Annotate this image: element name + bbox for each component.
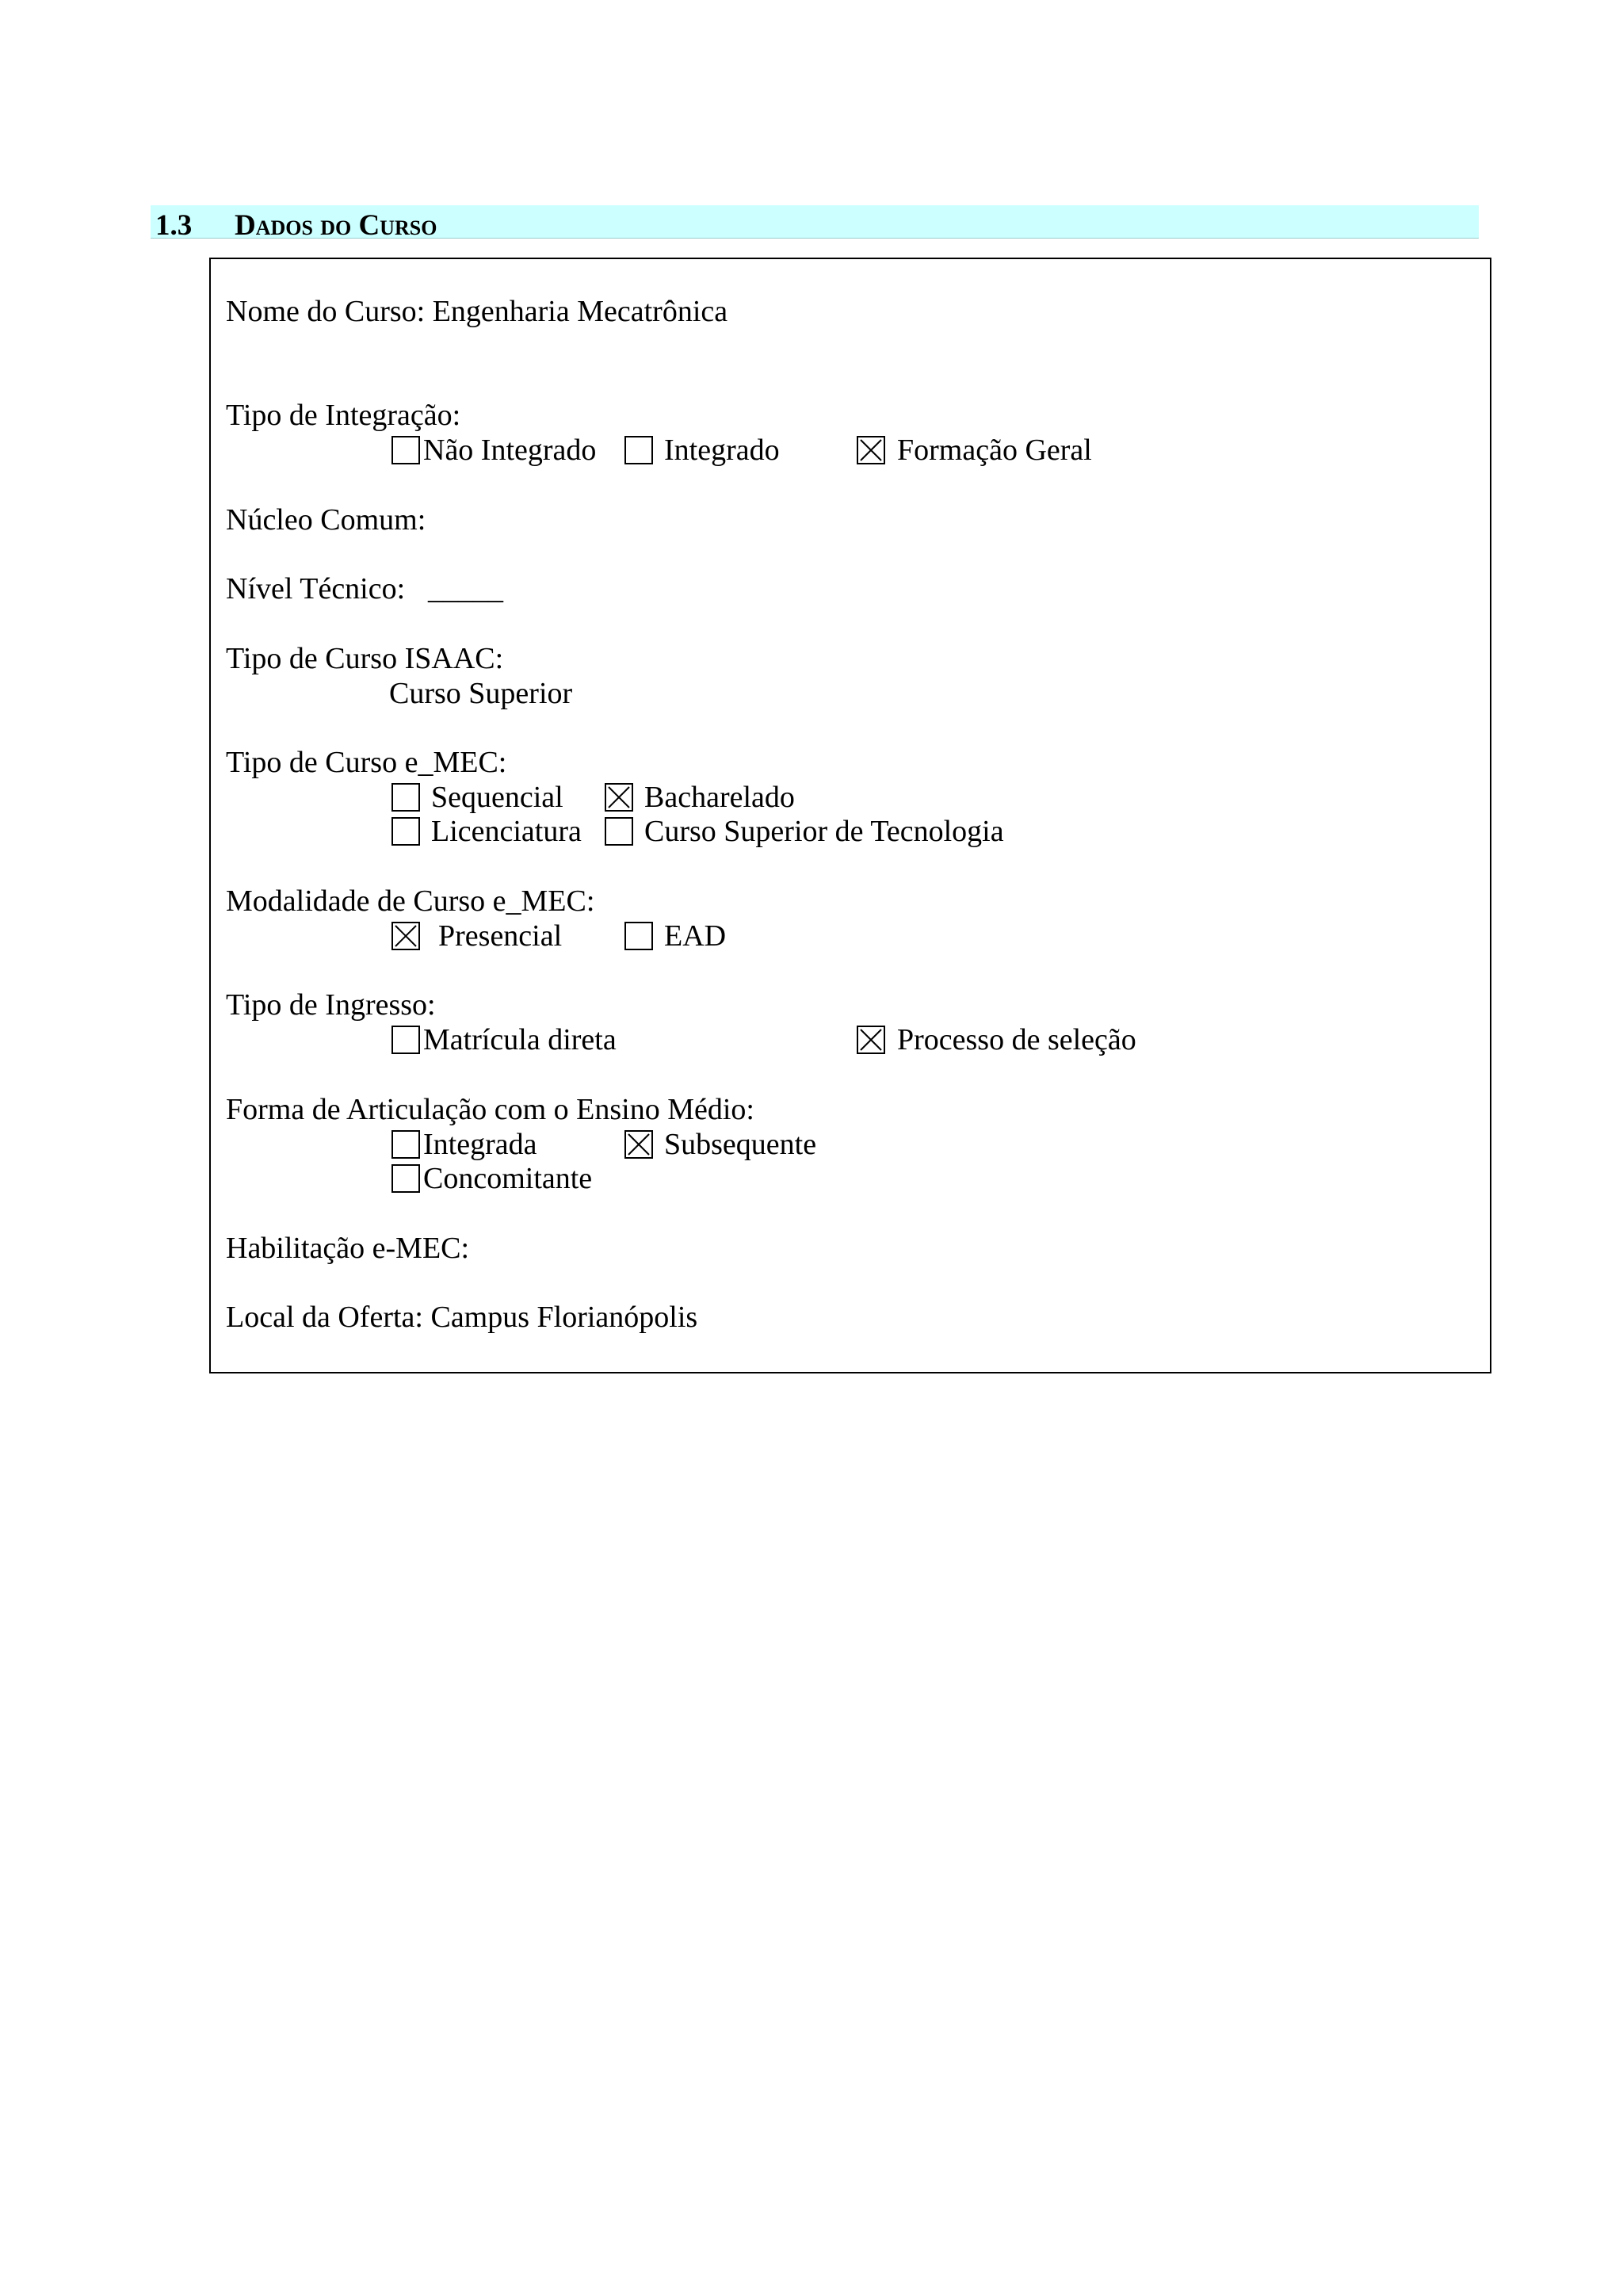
checkbox-nao-integrado[interactable] — [391, 436, 420, 464]
checkbox-presencial[interactable] — [391, 922, 420, 950]
option-matricula-direta: Matrícula direta — [423, 1023, 617, 1056]
articulacao-label: Forma de Articulação com o Ensino Médio: — [226, 1093, 754, 1126]
option-processo-selecao: Processo de seleção — [897, 1023, 1136, 1056]
option-concomitante: Concomitante — [423, 1162, 593, 1195]
check-cross-icon — [626, 1132, 651, 1157]
option-bacharelado: Bacharelado — [644, 781, 795, 814]
checkbox-licenciatura[interactable] — [391, 817, 420, 846]
option-formacao-geral: Formação Geral — [897, 434, 1092, 467]
tipo-curso-emec-label: Tipo de Curso e_MEC: — [226, 746, 507, 779]
checkbox-bacharelado[interactable] — [605, 783, 633, 812]
integration-type-label: Tipo de Integração: — [226, 399, 461, 432]
checkbox-processo-selecao[interactable] — [857, 1026, 885, 1054]
option-licenciatura: Licenciatura — [431, 815, 582, 848]
check-cross-icon — [393, 923, 418, 949]
section-header — [151, 205, 1479, 242]
checkbox-concomitante[interactable] — [391, 1164, 420, 1193]
course-name: Nome do Curso: Engenharia Mecatrônica — [226, 295, 728, 328]
option-sequencial: Sequencial — [431, 781, 563, 814]
check-cross-icon — [858, 437, 884, 463]
check-cross-icon — [858, 1027, 884, 1052]
tipo-ingresso-label: Tipo de Ingresso: — [226, 988, 436, 1022]
nivel-tecnico-label: Nível Técnico: — [226, 572, 406, 606]
nivel-tecnico-value: _____ — [428, 572, 503, 606]
checkbox-ead[interactable] — [624, 922, 653, 950]
option-subsequente: Subsequente — [664, 1128, 817, 1161]
section-title: Dados do Curso — [235, 209, 437, 242]
modalidade-label: Modalidade de Curso e_MEC: — [226, 884, 595, 918]
option-ead: EAD — [664, 919, 727, 953]
local-oferta: Local da Oferta: Campus Florianópolis — [226, 1301, 698, 1334]
checkbox-integrado[interactable] — [624, 436, 653, 464]
checkbox-curso-superior-tecnologia[interactable] — [605, 817, 633, 846]
option-nao-integrado: Não Integrado — [423, 434, 597, 467]
checkbox-integrada[interactable] — [391, 1130, 420, 1159]
checkbox-sequencial[interactable] — [391, 783, 420, 812]
section-number: 1.3 — [155, 209, 193, 242]
habilitacao-label: Habilitação e-MEC: — [226, 1232, 470, 1265]
tipo-curso-isaac-value: Curso Superior — [389, 677, 573, 710]
option-integrada: Integrada — [423, 1128, 537, 1161]
checkbox-subsequente[interactable] — [624, 1130, 653, 1159]
nucleo-comum-label: Núcleo Comum: — [226, 503, 426, 537]
checkbox-formacao-geral[interactable] — [857, 436, 885, 464]
option-curso-superior-tecnologia: Curso Superior de Tecnologia — [644, 815, 1004, 848]
checkbox-matricula-direta[interactable] — [391, 1026, 420, 1054]
tipo-curso-isaac-label: Tipo de Curso ISAAC: — [226, 642, 504, 675]
option-integrado: Integrado — [664, 434, 780, 467]
check-cross-icon — [606, 785, 632, 810]
option-presencial: Presencial — [438, 919, 563, 953]
